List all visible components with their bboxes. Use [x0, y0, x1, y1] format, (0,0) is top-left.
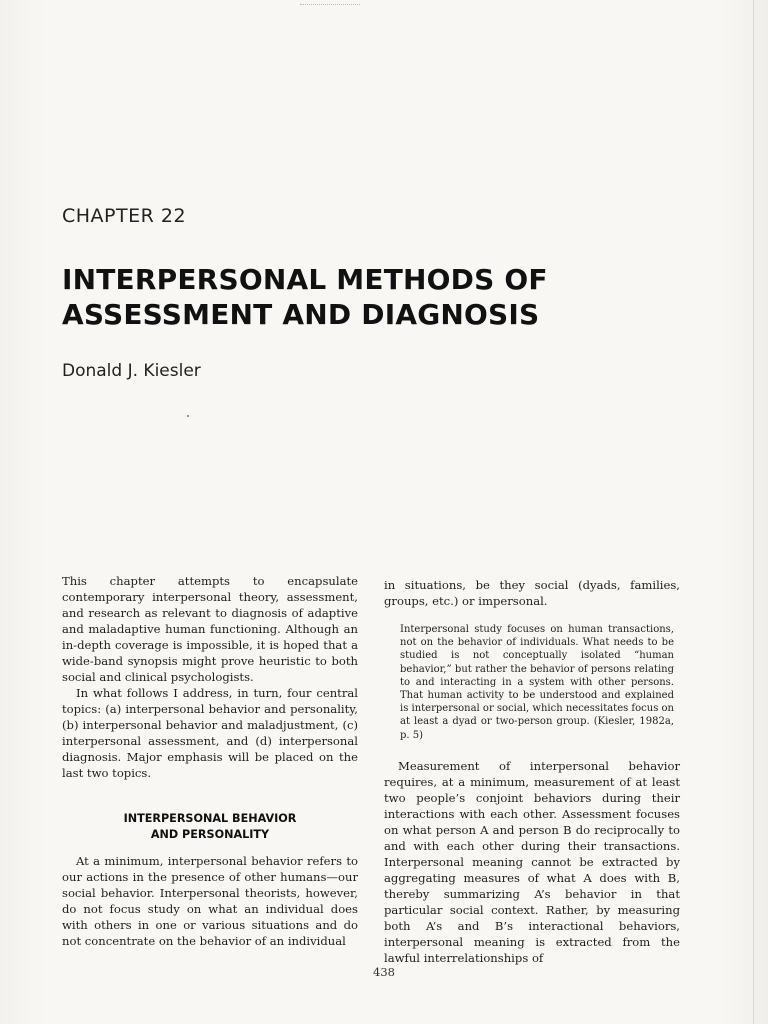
- page-edge: [753, 0, 754, 1024]
- author-name: Donald J. Kiesler: [62, 361, 201, 381]
- section-heading-line-2: AND PERSONALITY: [150, 828, 270, 841]
- intro-paragraph: This chapter attempts to encapsulate contemporary interpersonal theory, assessment, and research as relevant to diagnosis of adaptive and maladaptive human functioning. Although an in-depth coverage is impossible, it is hoped that a wide-band synopsis might prove heuristic to both social and clinical psychologists.: [62, 574, 358, 684]
- left-column: [62, 573, 358, 949]
- chapter-title-line-2: ASSESSMENT AND DIAGNOSIS: [62, 298, 540, 331]
- scan-speck: [187, 415, 189, 417]
- section-heading-line-1: INTERPERSONAL BEHAVIOR: [123, 812, 297, 825]
- topics-paragraph: In what follows I address, in turn, four central topics: (a) interpersonal behavior and personality, (b) interpersonal behavior and maladjustment, (c) interpersonal assessment, and (d) interpersonal diagnosis. Major emphasis will be placed on the last two topics.: [62, 686, 358, 780]
- measurement-paragraph: Measurement of interpersonal behavior requires, at a minimum, measurement of at least two people’s conjoint behaviors during their interactions with each other. Assessment focuses on what person A and person B do reciprocally to and with each other during their transactions. Interpersonal meaning cannot be extracted by aggregating measures of what A does with B, thereby summarizing A’s behavior in that particular social context. Rather, by measuring both A’s and B’s interactional behaviors, interpersonal meaning is extracted from the lawful interrelationships of: [384, 758, 680, 965]
- section-heading: [62, 811, 358, 843]
- scan-mark: [300, 0, 360, 5]
- continuation-paragraph: in situations, be they social (dyads, families, groups, etc.) or impersonal.: [384, 578, 680, 608]
- chapter-title: [62, 262, 702, 332]
- block-quote: Interpersonal study focuses on human transactions, not on the behavior of individuals. What needs to be studied is not conceptually isolated “human behavior,” but rather the behavior of persons relating to and interacting in a system with other persons. That human activity to be understood and explained is interpersonal or social, which necessitates focus on at least a dyad or two-person group. (Kiesler, 1982a, p. 5): [400, 624, 674, 741]
- right-column: [384, 577, 680, 966]
- chapter-title-line-1: INTERPERSONAL METHODS OF: [62, 263, 548, 296]
- chapter-label: CHAPTER 22: [62, 205, 187, 227]
- page-number: 438: [373, 965, 395, 979]
- section-paragraph: At a minimum, interpersonal behavior refers to our actions in the presence of other humans—our social behavior. Interpersonal theorists, however, do not focus study on what an individual does with others in one or various situations and do not concentrate on the behavior of an individual: [62, 854, 358, 948]
